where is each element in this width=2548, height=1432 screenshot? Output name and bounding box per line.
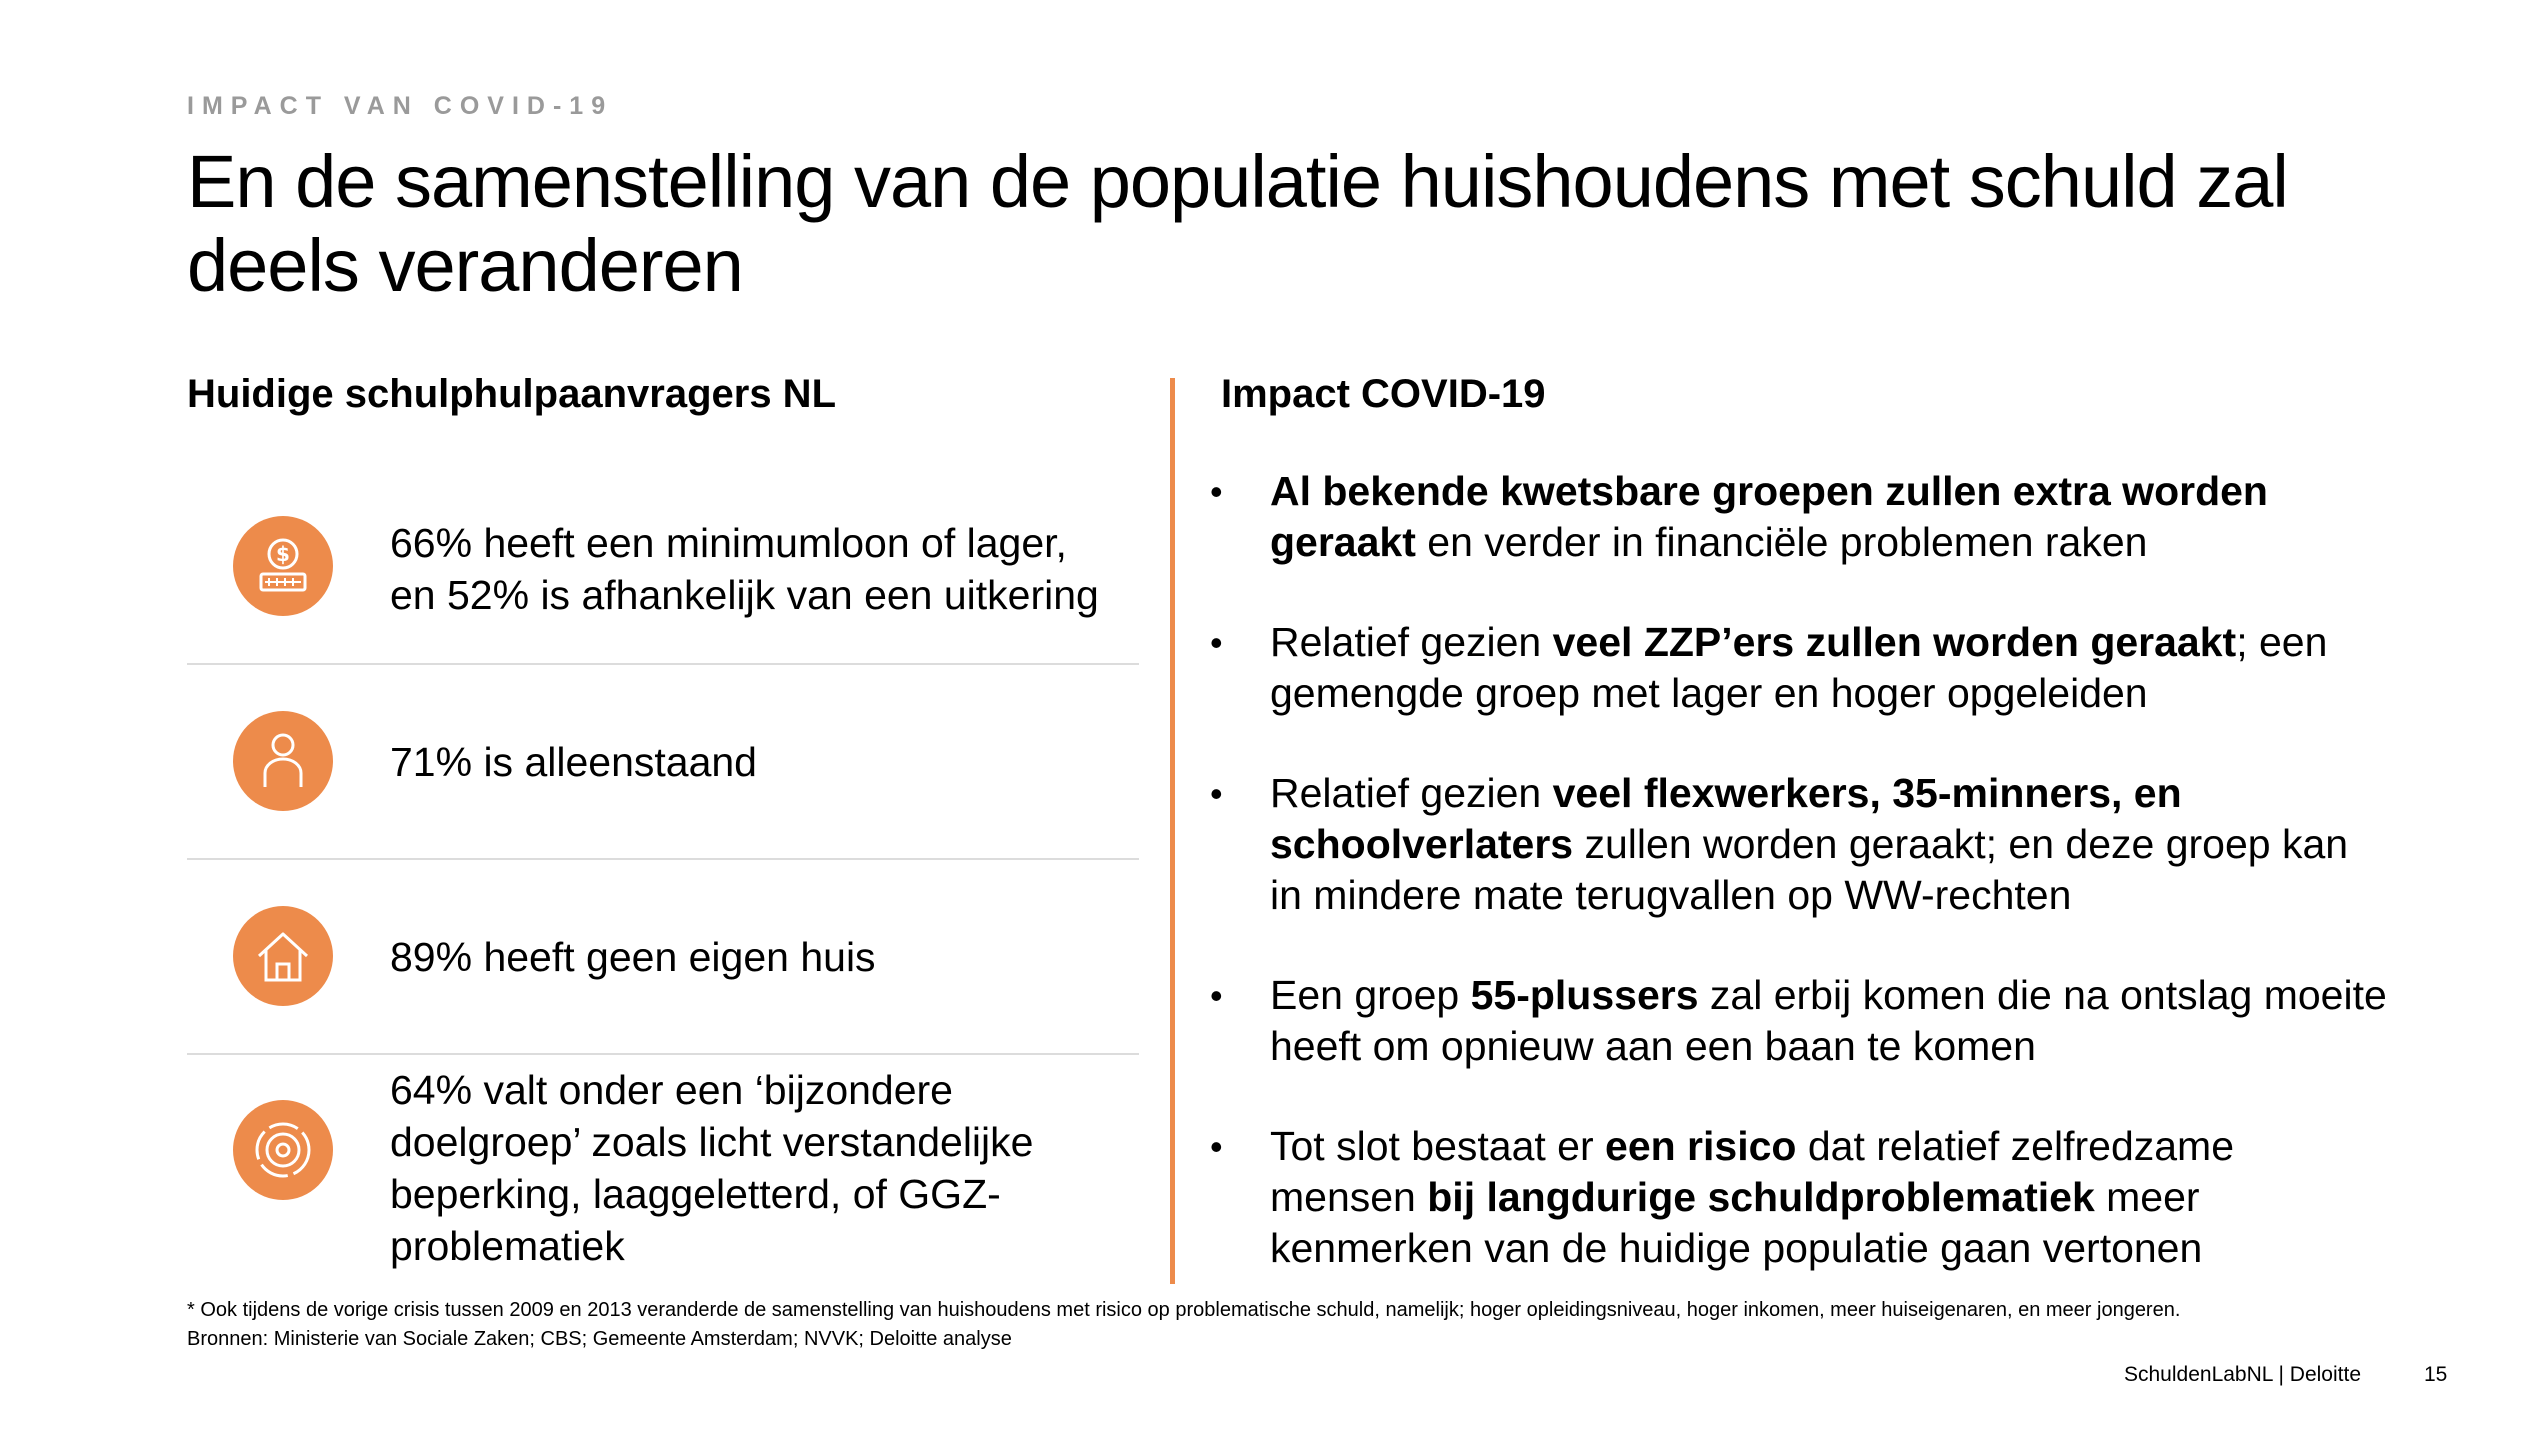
bullet-dot: •	[1210, 773, 1223, 814]
stat-separator	[187, 858, 1139, 860]
stat-target-group-text: 64% valt onder een ‘bijzondere doelgroep’ zoals licht verstandelijke beperking, laaggeletterd, of GGZ- problematiek	[390, 1067, 1034, 1269]
target-icon	[233, 1100, 333, 1200]
footnote	[187, 1296, 2180, 1354]
bullet-item: • Relatief gezien veel ZZP’ers zullen worden geraakt; een gemengde groep met lager en hoger opgeleiden	[1210, 619, 2328, 716]
footer-brand: SchuldenLabNL | Deloitte	[2124, 1363, 2361, 1386]
left-column-heading: Huidige schulphulpaanvragers NL	[187, 372, 837, 416]
page-number: 15	[2424, 1363, 2448, 1386]
bullet-item: • Tot slot bestaat er een risico dat relatief zelfredzame mensen bij langdurige schuldproblematiek meer kenmerken van de huidige populatie gaan vertonen	[1210, 1123, 2234, 1271]
right-column-heading: Impact COVID-19	[1221, 372, 1546, 416]
stat-separator	[187, 663, 1139, 665]
stat-separator	[187, 1053, 1139, 1055]
stat-income-text: 66% heeft een minimumloon of lager, en 52% is afhankelijk van een uitkering	[390, 520, 1099, 618]
house-icon	[233, 906, 333, 1006]
bullet-item: • Al bekende kwetsbare groepen zullen extra worden geraakt en verder in financiële problemen raken	[1210, 468, 2268, 565]
svg-text:$: $	[276, 542, 290, 566]
bullet-item: • Relatief gezien veel flexwerkers, 35-minners, en schoolverlaters zullen worden geraakt; en deze groep kan in mindere mate terugvallen op WW-rechten	[1210, 770, 2349, 918]
bullet-item: • Een groep 55-plussers zal erbij komen die na ontslag moeite heeft om opnieuw aan een baan te komen	[1210, 972, 2387, 1069]
footnote-sources: Bronnen: Ministerie van Sociale Zaken; CBS; Gemeente Amsterdam; NVVK; Deloitte analyse	[187, 1328, 1012, 1350]
bullet-dot: •	[1210, 975, 1223, 1016]
footnote-note: * Ook tijdens de vorige crisis tussen 2009 en 2013 veranderde de samenstelling van huishoudens met risico op problematische schuld, namelijk; hoger opleidingsniveau, hoger inkomen, meer huiseigenaren, en meer jongeren.	[187, 1299, 2181, 1321]
bullet-dot: •	[1210, 1126, 1223, 1167]
column-divider	[1170, 378, 1175, 1284]
stat-single-text: 71% is alleenstaand	[390, 739, 757, 785]
section-kicker: IMPACT VAN COVID-19	[187, 92, 614, 120]
bullet-dot: •	[1210, 471, 1223, 512]
person-icon	[233, 711, 333, 811]
stat-housing-text: 89% heeft geen eigen huis	[390, 934, 876, 980]
slide-title: En de samenstelling van de populatie huishoudens met schuld zal deels veranderen	[187, 140, 2288, 307]
bullet-dot: •	[1210, 622, 1223, 663]
money-keyboard-icon	[233, 516, 333, 616]
impact-bullet-list	[1210, 466, 2390, 1323]
